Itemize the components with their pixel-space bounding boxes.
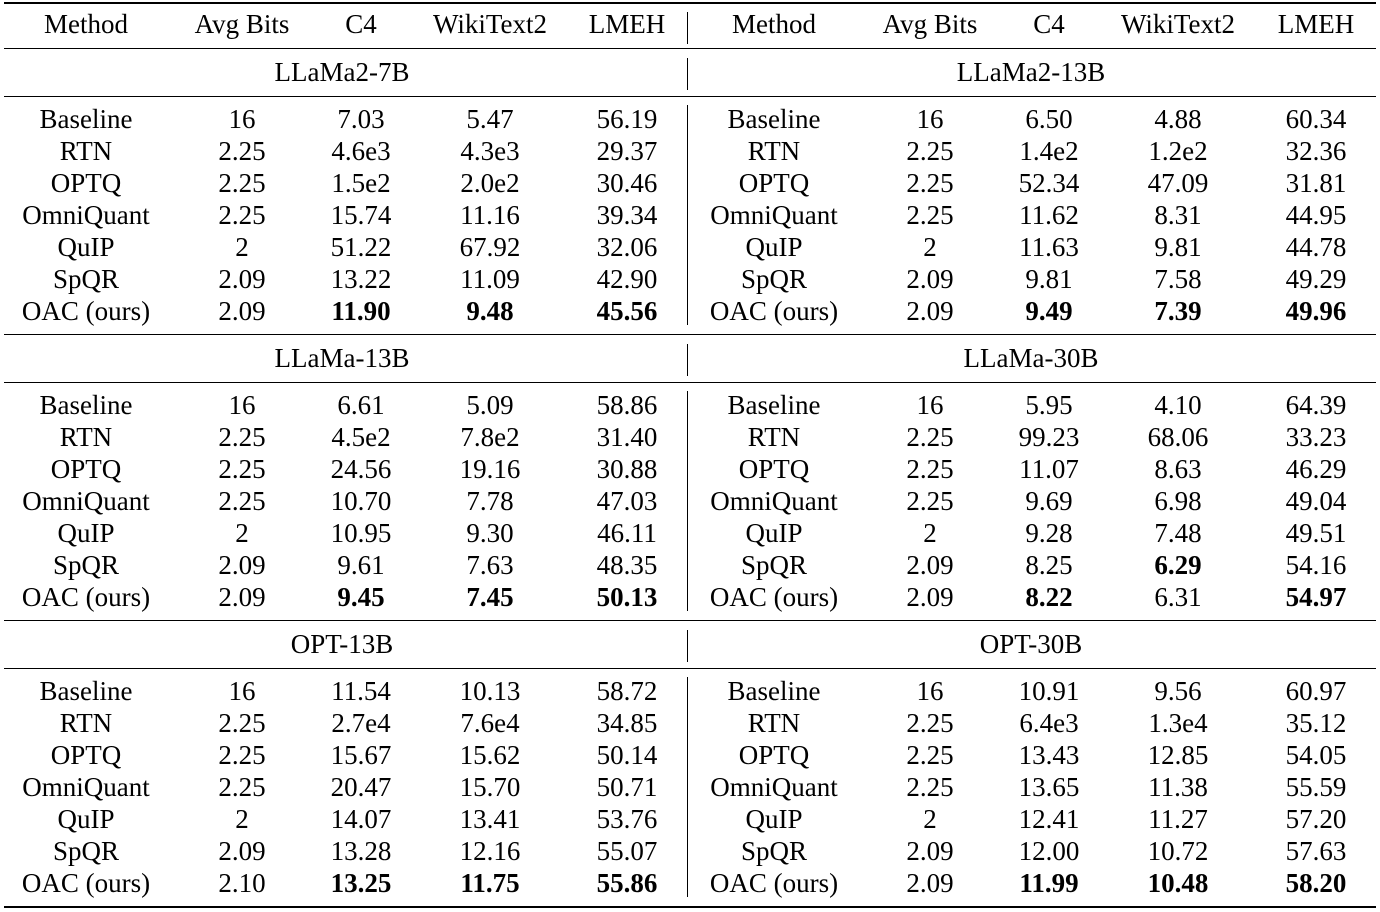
cell-method: Baseline: [727, 104, 821, 134]
cell-wiki: 10.72: [1147, 836, 1209, 866]
cell-lmeh: 58.20: [1285, 868, 1347, 898]
cell-lmeh: 49.51: [1285, 518, 1347, 548]
cell-wiki: 10.13: [459, 676, 521, 706]
cell-bits: 16: [916, 104, 944, 134]
cell-bits: 2.25: [906, 200, 954, 230]
cell-method: Baseline: [39, 676, 133, 706]
cell-wiki: 7.6e4: [460, 708, 520, 738]
cell-wiki: 4.10: [1154, 390, 1202, 420]
cell-bits: 2: [923, 518, 937, 548]
cell-wiki: 7.48: [1154, 518, 1202, 548]
table-row: [0, 485, 1380, 517]
cell-method: OAC (ours): [21, 868, 151, 898]
cell-c4: 15.67: [330, 740, 392, 770]
block-2-top-rule: [4, 620, 1376, 621]
cell-wiki: 13.41: [459, 804, 521, 834]
cell-wiki: 9.30: [466, 518, 514, 548]
table-row: [0, 295, 1380, 327]
cell-c4: 14.07: [330, 804, 392, 834]
cell-method: OAC (ours): [709, 582, 839, 612]
cell-wiki: 4.88: [1154, 104, 1202, 134]
cell-wiki: 15.70: [459, 772, 521, 802]
cell-bits: 2: [235, 804, 249, 834]
cell-c4: 9.28: [1025, 518, 1073, 548]
cell-method: OPTQ: [738, 168, 810, 198]
header-c4-right: C4: [1033, 9, 1065, 39]
cell-c4: 6.4e3: [1019, 708, 1079, 738]
cell-bits: 2.25: [218, 772, 266, 802]
table-row: [0, 135, 1380, 167]
cell-c4: 11.99: [1019, 868, 1079, 898]
model-title-right: OPT-30B: [979, 629, 1083, 659]
cell-bits: 2.25: [906, 168, 954, 198]
cell-method: Baseline: [727, 676, 821, 706]
cell-lmeh: 54.97: [1285, 582, 1347, 612]
cell-method: SpQR: [740, 836, 808, 866]
cell-lmeh: 34.85: [596, 708, 658, 738]
table-row: [0, 707, 1380, 739]
cell-lmeh: 31.40: [596, 422, 658, 452]
cell-wiki: 6.98: [1154, 486, 1202, 516]
cell-lmeh: 58.72: [596, 676, 658, 706]
cell-c4: 51.22: [330, 232, 392, 262]
cell-method: OAC (ours): [21, 296, 151, 326]
cell-wiki: 1.2e2: [1148, 136, 1208, 166]
cell-c4: 13.22: [330, 264, 392, 294]
cell-lmeh: 30.88: [596, 454, 658, 484]
cell-lmeh: 35.12: [1285, 708, 1347, 738]
cell-method: RTN: [59, 422, 113, 452]
cell-wiki: 7.45: [466, 582, 514, 612]
header-method-left: Method: [44, 9, 128, 39]
cell-bits: 2: [923, 804, 937, 834]
cell-method: RTN: [747, 708, 801, 738]
cell-method: QuIP: [57, 804, 115, 834]
cell-bits: 2.25: [906, 708, 954, 738]
cell-wiki: 67.92: [459, 232, 521, 262]
cell-c4: 9.45: [337, 582, 385, 612]
cell-lmeh: 54.16: [1285, 550, 1347, 580]
cell-lmeh: 32.36: [1285, 136, 1347, 166]
cell-method: OmniQuant: [710, 486, 838, 516]
header-bits-right: Avg Bits: [882, 9, 978, 39]
cell-lmeh: 55.07: [596, 836, 658, 866]
cell-lmeh: 57.20: [1285, 804, 1347, 834]
cell-c4: 10.91: [1018, 676, 1080, 706]
cell-c4: 10.70: [330, 486, 392, 516]
cell-c4: 11.90: [331, 296, 391, 326]
cell-wiki: 68.06: [1147, 422, 1209, 452]
table-row: [0, 739, 1380, 771]
cell-c4: 2.7e4: [331, 708, 391, 738]
cell-lmeh: 42.90: [596, 264, 658, 294]
header-divider: [687, 12, 688, 44]
cell-bits: 16: [228, 676, 256, 706]
model-title-right: LLaMa-30B: [963, 343, 1099, 373]
header-lmeh-left: LMEH: [588, 9, 666, 39]
cell-method: Baseline: [727, 390, 821, 420]
cell-bits: 2: [923, 232, 937, 262]
cell-c4: 24.56: [330, 454, 392, 484]
table-row: [0, 199, 1380, 231]
cell-c4: 5.95: [1025, 390, 1073, 420]
cell-bits: 2.25: [218, 168, 266, 198]
cell-method: RTN: [59, 136, 113, 166]
cell-bits: 2.25: [906, 740, 954, 770]
cell-lmeh: 55.59: [1285, 772, 1347, 802]
model-title-left: LLaMa-13B: [274, 343, 410, 373]
cell-wiki: 8.31: [1154, 200, 1202, 230]
cell-c4: 13.43: [1018, 740, 1080, 770]
cell-bits: 2.25: [218, 454, 266, 484]
cell-bits: 2.25: [218, 708, 266, 738]
cell-bits: 2.25: [906, 136, 954, 166]
cell-wiki: 7.39: [1154, 296, 1202, 326]
cell-method: OmniQuant: [22, 486, 150, 516]
cell-method: Baseline: [39, 104, 133, 134]
cell-c4: 10.95: [330, 518, 392, 548]
table-row: [0, 421, 1380, 453]
cell-wiki: 2.0e2: [460, 168, 520, 198]
block-2-data-divider: [687, 677, 688, 897]
cell-c4: 6.61: [337, 390, 385, 420]
cell-bits: 2.09: [906, 836, 954, 866]
cell-bits: 2.25: [218, 136, 266, 166]
cell-c4: 15.74: [330, 200, 392, 230]
table-row: [0, 517, 1380, 549]
cell-c4: 9.49: [1025, 296, 1073, 326]
table-row: [0, 675, 1380, 707]
cell-bits: 2.25: [218, 740, 266, 770]
cell-lmeh: 50.14: [596, 740, 658, 770]
cell-method: QuIP: [57, 518, 115, 548]
cell-c4: 1.5e2: [331, 168, 391, 198]
cell-method: SpQR: [740, 264, 808, 294]
header-row: [0, 8, 1380, 40]
cell-method: OPTQ: [738, 740, 810, 770]
cell-lmeh: 33.23: [1285, 422, 1347, 452]
cell-lmeh: 44.78: [1285, 232, 1347, 262]
cell-bits: 2.25: [906, 454, 954, 484]
cell-bits: 16: [916, 676, 944, 706]
cell-lmeh: 49.04: [1285, 486, 1347, 516]
cell-bits: 2.09: [218, 836, 266, 866]
block-1-subrule: [4, 382, 1376, 383]
cell-lmeh: 60.34: [1285, 104, 1347, 134]
cell-c4: 1.4e2: [1019, 136, 1079, 166]
cell-lmeh: 46.29: [1285, 454, 1347, 484]
cell-method: RTN: [59, 708, 113, 738]
block-1-title-divider: [687, 344, 688, 376]
cell-lmeh: 44.95: [1285, 200, 1347, 230]
cell-lmeh: 54.05: [1285, 740, 1347, 770]
cell-lmeh: 50.71: [596, 772, 658, 802]
cell-wiki: 11.27: [1148, 804, 1208, 834]
cell-wiki: 7.63: [466, 550, 514, 580]
table-row: [0, 581, 1380, 613]
cell-c4: 12.41: [1018, 804, 1080, 834]
cell-method: RTN: [747, 422, 801, 452]
cell-bits: 2.09: [906, 582, 954, 612]
cell-c4: 13.25: [330, 868, 392, 898]
table-row: [0, 867, 1380, 899]
cell-c4: 4.6e3: [331, 136, 391, 166]
cell-bits: 2.09: [218, 550, 266, 580]
cell-c4: 7.03: [337, 104, 385, 134]
block-0-subrule: [4, 96, 1376, 97]
cell-c4: 13.65: [1018, 772, 1080, 802]
header-lmeh-right: LMEH: [1277, 9, 1355, 39]
cell-bits: 16: [228, 390, 256, 420]
cell-method: RTN: [747, 136, 801, 166]
cell-c4: 9.69: [1025, 486, 1073, 516]
header-wiki-left: WikiText2: [433, 9, 547, 39]
cell-method: QuIP: [745, 232, 803, 262]
table-row: [0, 263, 1380, 295]
cell-wiki: 6.29: [1154, 550, 1202, 580]
cell-wiki: 5.09: [466, 390, 514, 420]
cell-lmeh: 49.96: [1285, 296, 1347, 326]
cell-c4: 8.22: [1025, 582, 1073, 612]
cell-bits: 2: [235, 518, 249, 548]
cell-lmeh: 58.86: [596, 390, 658, 420]
cell-bits: 2.09: [906, 868, 954, 898]
cell-wiki: 7.8e2: [460, 422, 520, 452]
header-method-right: Method: [732, 9, 816, 39]
cell-method: SpQR: [52, 264, 120, 294]
cell-bits: 2.25: [906, 772, 954, 802]
block-0-title-divider: [687, 58, 688, 90]
cell-c4: 20.47: [330, 772, 392, 802]
cell-c4: 13.28: [330, 836, 392, 866]
cell-wiki: 5.47: [466, 104, 514, 134]
cell-c4: 52.34: [1018, 168, 1080, 198]
header-bits-left: Avg Bits: [194, 9, 290, 39]
cell-method: OAC (ours): [709, 868, 839, 898]
cell-bits: 2.10: [218, 868, 266, 898]
cell-bits: 2.09: [906, 550, 954, 580]
cell-lmeh: 39.34: [596, 200, 658, 230]
cell-bits: 2: [235, 232, 249, 262]
cell-wiki: 8.63: [1154, 454, 1202, 484]
cell-c4: 9.61: [337, 550, 385, 580]
block-0-top-rule: [4, 48, 1376, 49]
cell-method: SpQR: [52, 550, 120, 580]
cell-wiki: 9.48: [466, 296, 514, 326]
model-title-right: LLaMa2-13B: [956, 57, 1106, 87]
cell-wiki: 12.85: [1147, 740, 1209, 770]
cell-wiki: 9.81: [1154, 232, 1202, 262]
cell-bits: 2.09: [218, 582, 266, 612]
cell-method: OPTQ: [50, 168, 122, 198]
cell-bits: 2.09: [218, 264, 266, 294]
cell-wiki: 7.78: [466, 486, 514, 516]
cell-lmeh: 49.29: [1285, 264, 1347, 294]
cell-c4: 4.5e2: [331, 422, 391, 452]
cell-c4: 99.23: [1018, 422, 1080, 452]
block-1-data-divider: [687, 391, 688, 611]
header-c4-left: C4: [345, 9, 377, 39]
cell-lmeh: 64.39: [1285, 390, 1347, 420]
cell-wiki: 15.62: [459, 740, 521, 770]
cell-wiki: 11.38: [1148, 772, 1208, 802]
cell-method: SpQR: [740, 550, 808, 580]
model-title-left: LLaMa2-7B: [274, 57, 410, 87]
cell-c4: 11.07: [1019, 454, 1079, 484]
cell-lmeh: 55.86: [596, 868, 658, 898]
cell-lmeh: 29.37: [596, 136, 658, 166]
cell-wiki: 11.09: [460, 264, 520, 294]
cell-c4: 11.62: [1019, 200, 1079, 230]
cell-wiki: 6.31: [1154, 582, 1202, 612]
cell-lmeh: 47.03: [596, 486, 658, 516]
cell-method: OAC (ours): [21, 582, 151, 612]
table-row: [0, 771, 1380, 803]
cell-bits: 2.25: [218, 422, 266, 452]
cell-bits: 16: [228, 104, 256, 134]
header-wiki-right: WikiText2: [1121, 9, 1235, 39]
cell-method: QuIP: [745, 804, 803, 834]
cell-wiki: 19.16: [459, 454, 521, 484]
cell-method: OPTQ: [738, 454, 810, 484]
cell-lmeh: 56.19: [596, 104, 658, 134]
cell-c4: 11.63: [1019, 232, 1079, 262]
table-row: [0, 389, 1380, 421]
table-row: [0, 167, 1380, 199]
cell-method: OmniQuant: [710, 200, 838, 230]
cell-lmeh: 32.06: [596, 232, 658, 262]
cell-lmeh: 60.97: [1285, 676, 1347, 706]
cell-bits: 2.25: [218, 200, 266, 230]
cell-wiki: 10.48: [1147, 868, 1209, 898]
cell-lmeh: 57.63: [1285, 836, 1347, 866]
cell-method: OPTQ: [50, 740, 122, 770]
table-row: [0, 803, 1380, 835]
cell-method: OmniQuant: [22, 200, 150, 230]
cell-bits: 2.25: [906, 486, 954, 516]
block-1-top-rule: [4, 334, 1376, 335]
cell-method: SpQR: [52, 836, 120, 866]
table-row: [0, 103, 1380, 135]
cell-lmeh: 46.11: [597, 518, 657, 548]
block-2-title-divider: [687, 630, 688, 662]
cell-wiki: 11.75: [460, 868, 520, 898]
cell-c4: 6.50: [1025, 104, 1073, 134]
cell-method: QuIP: [57, 232, 115, 262]
cell-bits: 2.25: [218, 486, 266, 516]
cell-lmeh: 48.35: [596, 550, 658, 580]
cell-wiki: 12.16: [459, 836, 521, 866]
cell-method: OPTQ: [50, 454, 122, 484]
cell-bits: 2.09: [218, 296, 266, 326]
cell-bits: 2.09: [906, 296, 954, 326]
bottom-rule: [4, 906, 1376, 908]
block-2-subrule: [4, 668, 1376, 669]
model-title-left: OPT-13B: [290, 629, 394, 659]
table-row: [0, 549, 1380, 581]
cell-c4: 12.00: [1018, 836, 1080, 866]
cell-lmeh: 45.56: [596, 296, 658, 326]
cell-wiki: 11.16: [460, 200, 520, 230]
cell-c4: 11.54: [331, 676, 391, 706]
cell-wiki: 47.09: [1147, 168, 1209, 198]
cell-bits: 2.25: [906, 422, 954, 452]
cell-wiki: 9.56: [1154, 676, 1202, 706]
table-row: [0, 453, 1380, 485]
cell-lmeh: 53.76: [596, 804, 658, 834]
cell-wiki: 4.3e3: [460, 136, 520, 166]
cell-wiki: 1.3e4: [1148, 708, 1208, 738]
cell-method: OmniQuant: [22, 772, 150, 802]
cell-bits: 16: [916, 390, 944, 420]
cell-lmeh: 30.46: [596, 168, 658, 198]
cell-lmeh: 31.81: [1285, 168, 1347, 198]
cell-c4: 9.81: [1025, 264, 1073, 294]
cell-wiki: 7.58: [1154, 264, 1202, 294]
top-rule: [4, 2, 1376, 4]
cell-method: QuIP: [745, 518, 803, 548]
table-row: [0, 231, 1380, 263]
cell-c4: 8.25: [1025, 550, 1073, 580]
block-0-data-divider: [687, 105, 688, 325]
cell-method: Baseline: [39, 390, 133, 420]
cell-bits: 2.09: [906, 264, 954, 294]
table-row: [0, 835, 1380, 867]
cell-lmeh: 50.13: [596, 582, 658, 612]
cell-method: OmniQuant: [710, 772, 838, 802]
cell-method: OAC (ours): [709, 296, 839, 326]
